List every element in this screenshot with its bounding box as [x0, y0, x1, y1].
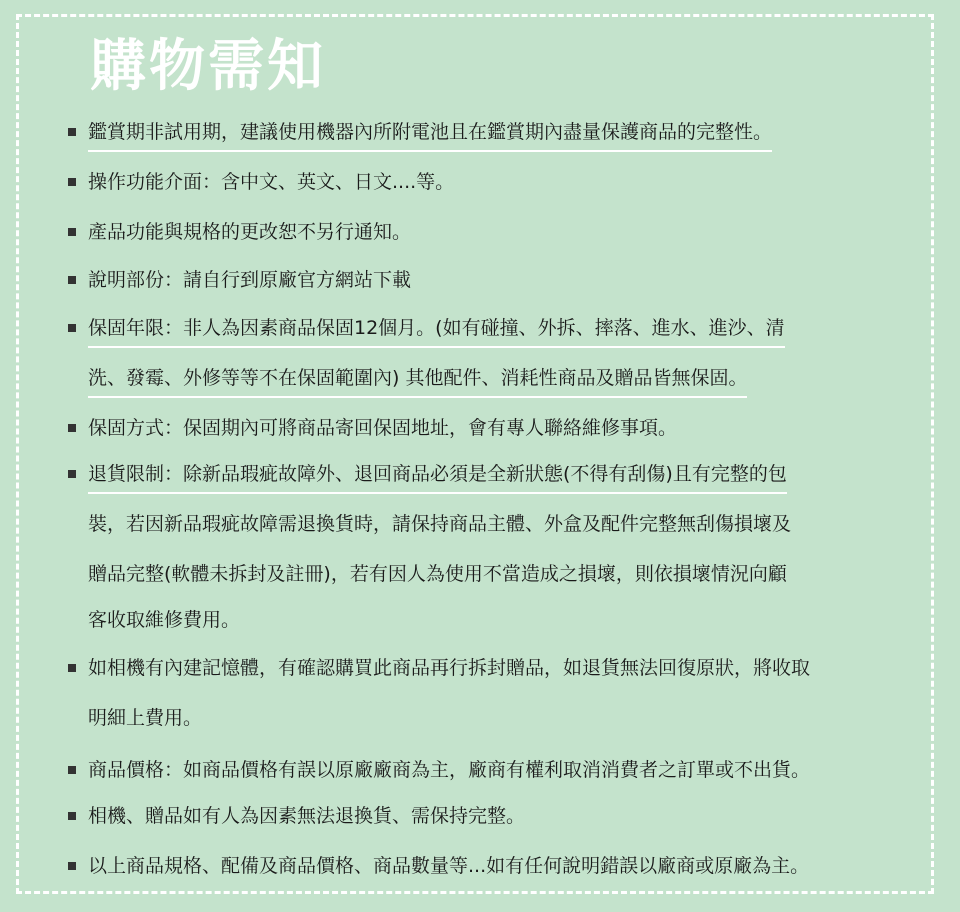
bullet-marker: [68, 424, 76, 432]
notice-line: 商品價格：如商品價格有誤以原廠廠商為主，廠商有權利取消消費者之訂單或不出貨。: [88, 759, 811, 781]
notice-line: 如相機有內建記憶體，有確認購買此商品再行拆封贈品，如退貨無法回復原狀，將收取: [88, 657, 811, 679]
notice-line: 相機、贈品如有人為因素無法退換貨、需保持完整。: [88, 805, 526, 827]
notice-line: 說明部份：請自行到原廠官方網站下載: [88, 269, 412, 291]
bullet-marker: [68, 664, 76, 672]
bullet-marker: [68, 324, 76, 332]
notice-line: 明細上費用。: [88, 707, 203, 729]
bullet-marker: [68, 276, 76, 284]
bullet-marker: [68, 470, 76, 478]
notice-line: 操作功能介面：含中文、英文、日文....等。: [88, 171, 455, 193]
bullet-marker: [68, 862, 76, 870]
bullet-marker: [68, 766, 76, 774]
notice-line: 以上商品規格、配備及商品價格、商品數量等...如有任何說明錯誤以廠商或原廠為主。: [88, 855, 810, 877]
notice-line: 裝，若因新品瑕疵故障需退換貨時，請保持商品主體、外盒及配件完整無刮傷損壞及: [88, 513, 792, 535]
bullet-marker: [68, 128, 76, 136]
notice-line: 鑑賞期非試用期，建議使用機器內所附電池且在鑑賞期內盡量保護商品的完整性。: [88, 120, 772, 152]
notice-line: 退貨限制：除新品瑕疵故障外、退回商品必須是全新狀態(不得有刮傷)且有完整的包: [88, 462, 787, 494]
bullet-marker: [68, 812, 76, 820]
bullet-marker: [68, 178, 76, 186]
page-title: 購物需知: [90, 34, 326, 99]
notice-line: 保固方式：保固期內可將商品寄回保固地址，會有專人聯絡維修事項。: [88, 417, 678, 439]
notice-line: 客收取維修費用。: [88, 609, 241, 631]
notice-line: 贈品完整(軟體未拆封及註冊)，若有因人為使用不當造成之損壞，則依損壞情況向顧: [88, 563, 787, 585]
notice-line: 洗、發霉、外修等等不在保固範圍內) 其他配件、消耗性商品及贈品皆無保固。: [88, 366, 747, 398]
notice-line: 產品功能與規格的更改恕不另行通知。: [88, 221, 412, 243]
bullet-marker: [68, 228, 76, 236]
notice-line: 保固年限：非人為因素商品保固12個月。(如有碰撞、外拆、摔落、進水、進沙、清: [88, 316, 785, 348]
